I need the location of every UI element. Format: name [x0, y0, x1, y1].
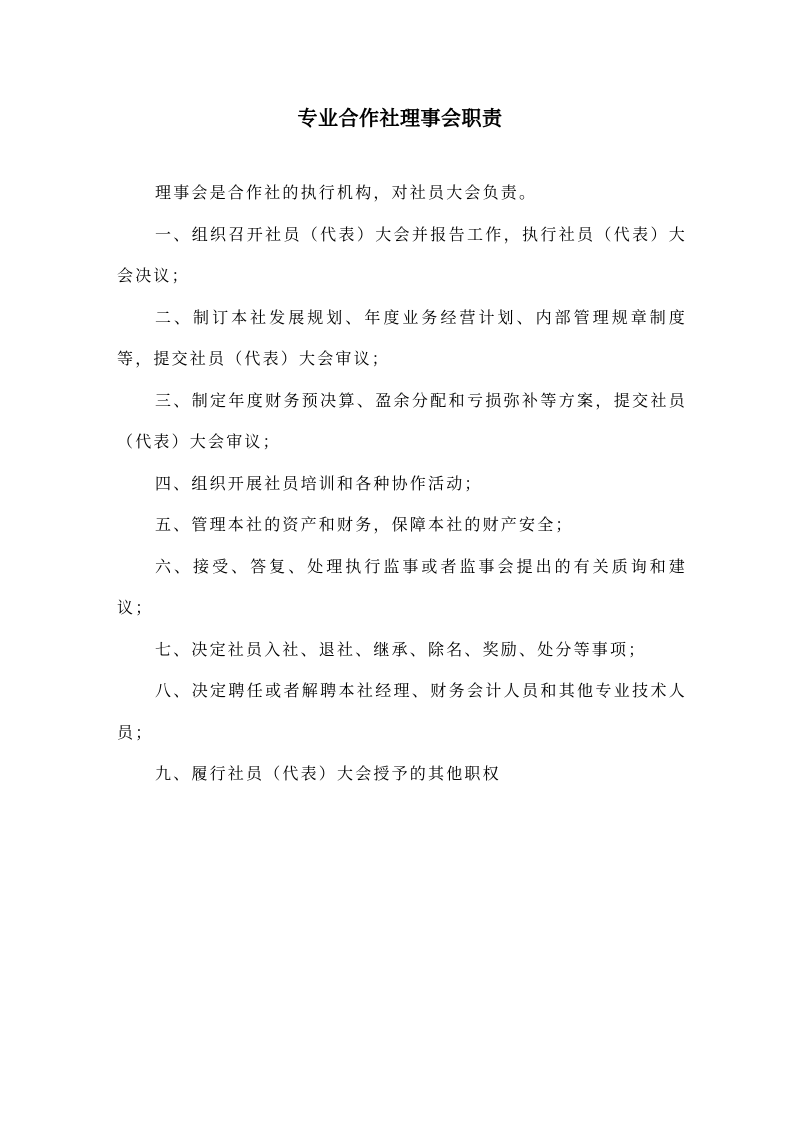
duty-item-3: 三、制定年度财务预决算、盈余分配和亏损弥补等方案，提交社员（代表）大会审议；	[117, 390, 687, 451]
page-title: 专业合作社理事会职责	[297, 106, 503, 130]
intro-paragraph: 理事会是合作社的执行机构，对社员大会负责。	[155, 183, 538, 202]
duty-item-8: 八、决定聘任或者解聘本社经理、财务会计人员和其他专业技术人员；	[117, 681, 687, 742]
duty-item-6: 六、接受、答复、处理执行监事或者监事会提出的有关质询和建议；	[117, 556, 687, 617]
duty-item-2: 二、制订本社发展规划、年度业务经营计划、内部管理规章制度等，提交社员（代表）大会审议；	[117, 307, 687, 368]
duty-item-1: 一、组织召开社员（代表）大会并报告工作，执行社员（代表）大会决议；	[117, 224, 687, 285]
document-body	[117, 172, 687, 795]
duty-item-7: 七、决定社员入社、退社、继承、除名、奖励、处分等事项；	[155, 639, 647, 659]
duty-item-9: 九、履行社员（代表）大会授予的其他职权	[155, 764, 501, 783]
duty-item-5: 五、管理本社的资产和财务，保障本社的财产安全；	[155, 515, 574, 534]
duty-item-4: 四、组织开展社员培训和各种协作活动；	[155, 473, 483, 493]
